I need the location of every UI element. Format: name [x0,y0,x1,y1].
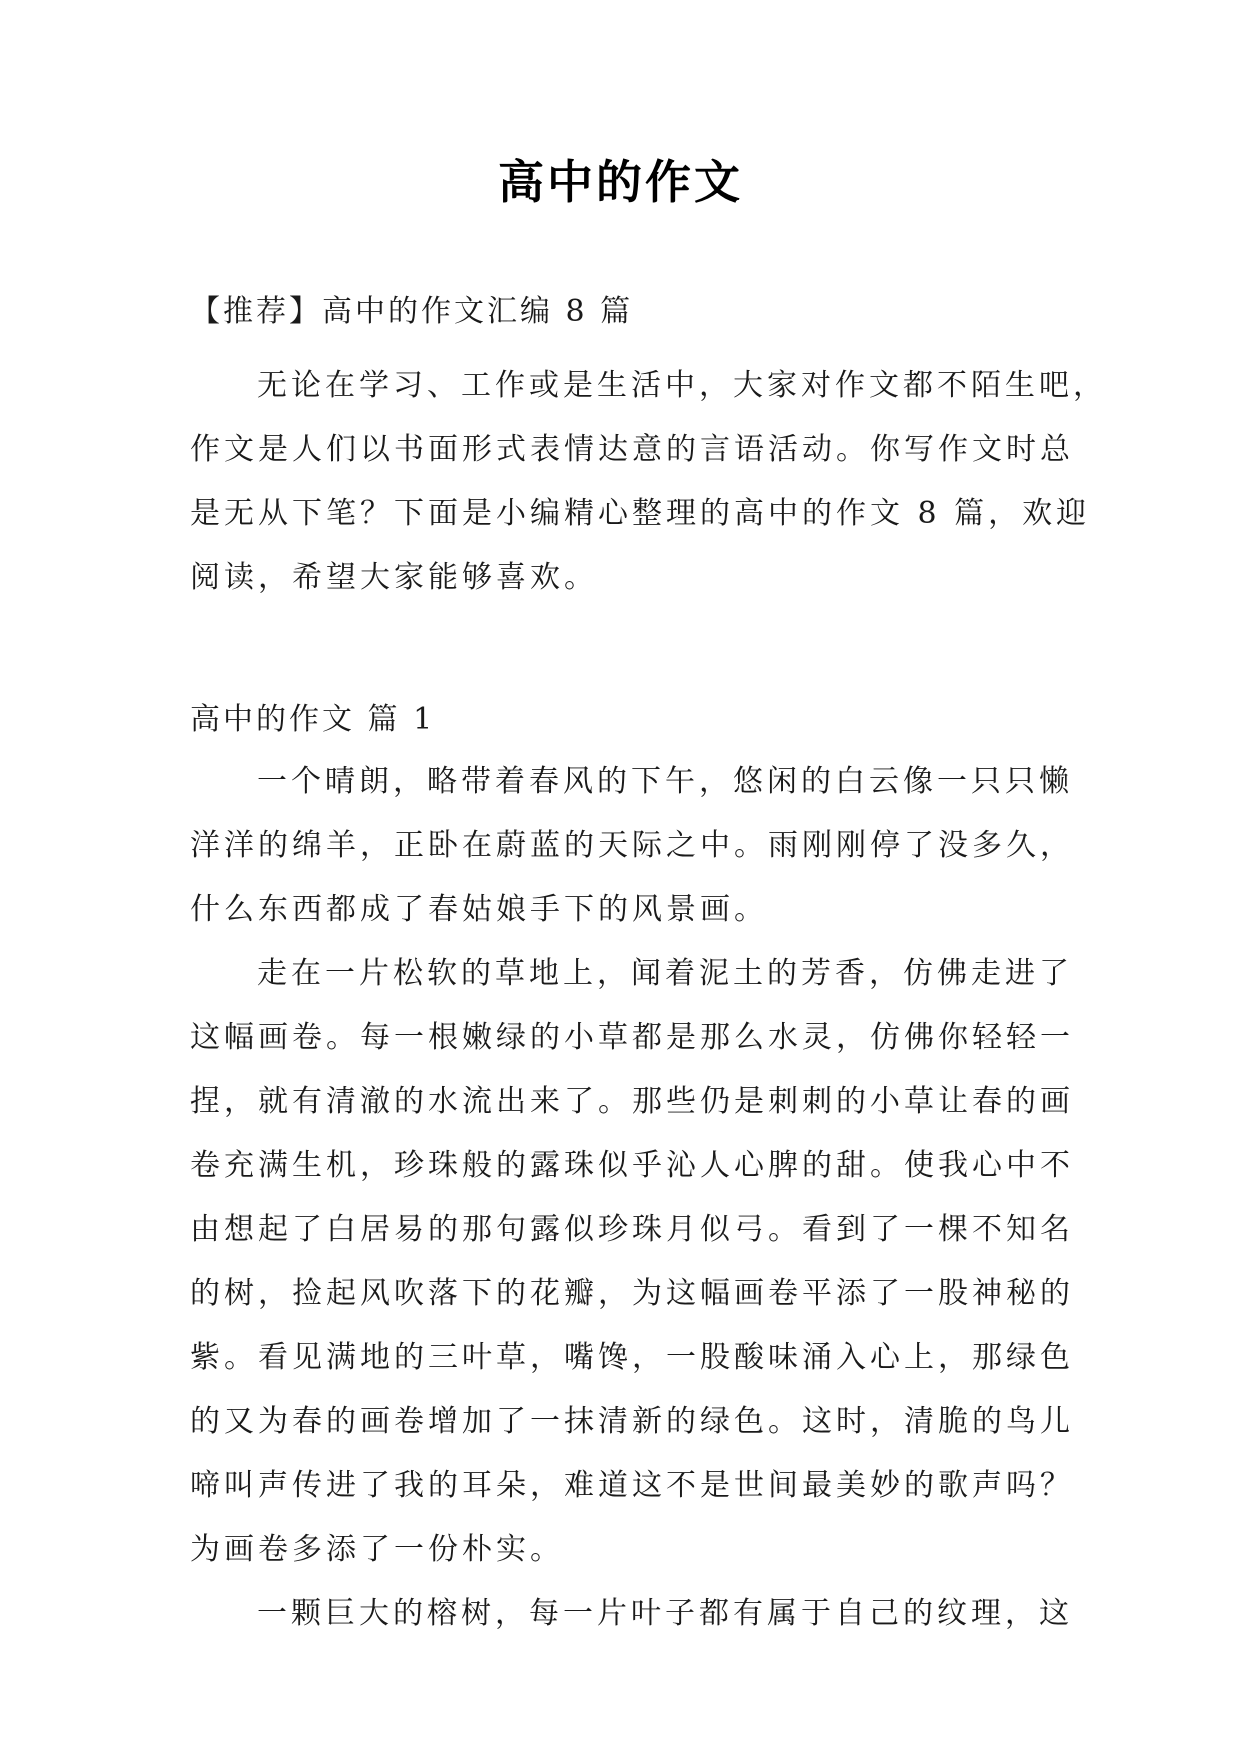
paragraph-line: 洋洋的绵羊，正卧在蔚蓝的天际之中。雨刚刚停了没多久， [190,828,1074,863]
paragraph-line: 紫。看见满地的三叶草，嘴馋，一股酸味涌入心上，那绿色 [190,1340,1074,1375]
intro-line: 无论在学习、工作或是生活中，大家对作文都不陌生吧， [257,368,1107,403]
paragraph-2 [190,942,1074,1582]
intro-paragraph [190,354,1107,610]
intro-line: 是无从下笔？下面是小编精心整理的高中的作文 8 篇，欢迎 [190,496,1091,531]
document-title: 高中的作文 [498,155,743,209]
paragraph-line: 走在一片松软的草地上，闻着泥土的芳香，仿佛走进了 [257,956,1073,991]
paragraph-line: 的树，捡起风吹落下的花瓣，为这幅画卷平添了一股神秘的 [190,1276,1074,1311]
paragraph-line: 捏，就有清澈的水流出来了。那些仍是刺刺的小草让春的画 [190,1084,1074,1119]
intro-line: 作文是人们以书面形式表情达意的言语活动。你写作文时总 [190,432,1074,467]
paragraph-line: 一颗巨大的榕树，每一片叶子都有属于自己的纹理，这 [257,1596,1073,1631]
section-heading: 高中的作文 篇 1 [190,702,436,737]
paragraph-line: 什么东西都成了春姑娘手下的风景画。 [190,892,768,927]
paragraph-line: 由想起了白居易的那句露似珍珠月似弓。看到了一棵不知名 [190,1212,1074,1247]
paragraph-line: 啼叫声传进了我的耳朵，难道这不是世间最美妙的歌声吗？ [190,1468,1074,1503]
paragraph-1 [190,750,1074,942]
paragraph-line: 为画卷多添了一份朴实。 [190,1532,564,1567]
paragraph-line: 卷充满生机，珍珠般的露珠似乎沁人心脾的甜。使我心中不 [190,1148,1074,1183]
paragraph-line: 一个晴朗，略带着春风的下午，悠闲的白云像一只只懒 [257,764,1073,799]
document-subtitle: 【推荐】高中的作文汇编 8 篇 [190,294,634,329]
paragraph-3 [190,1582,1073,1646]
intro-line: 阅读，希望大家能够喜欢。 [190,560,598,595]
paragraph-line: 的又为春的画卷增加了一抹清新的绿色。这时，清脆的鸟儿 [190,1404,1074,1439]
paragraph-line: 这幅画卷。每一根嫩绿的小草都是那么水灵，仿佛你轻轻一 [190,1020,1074,1055]
